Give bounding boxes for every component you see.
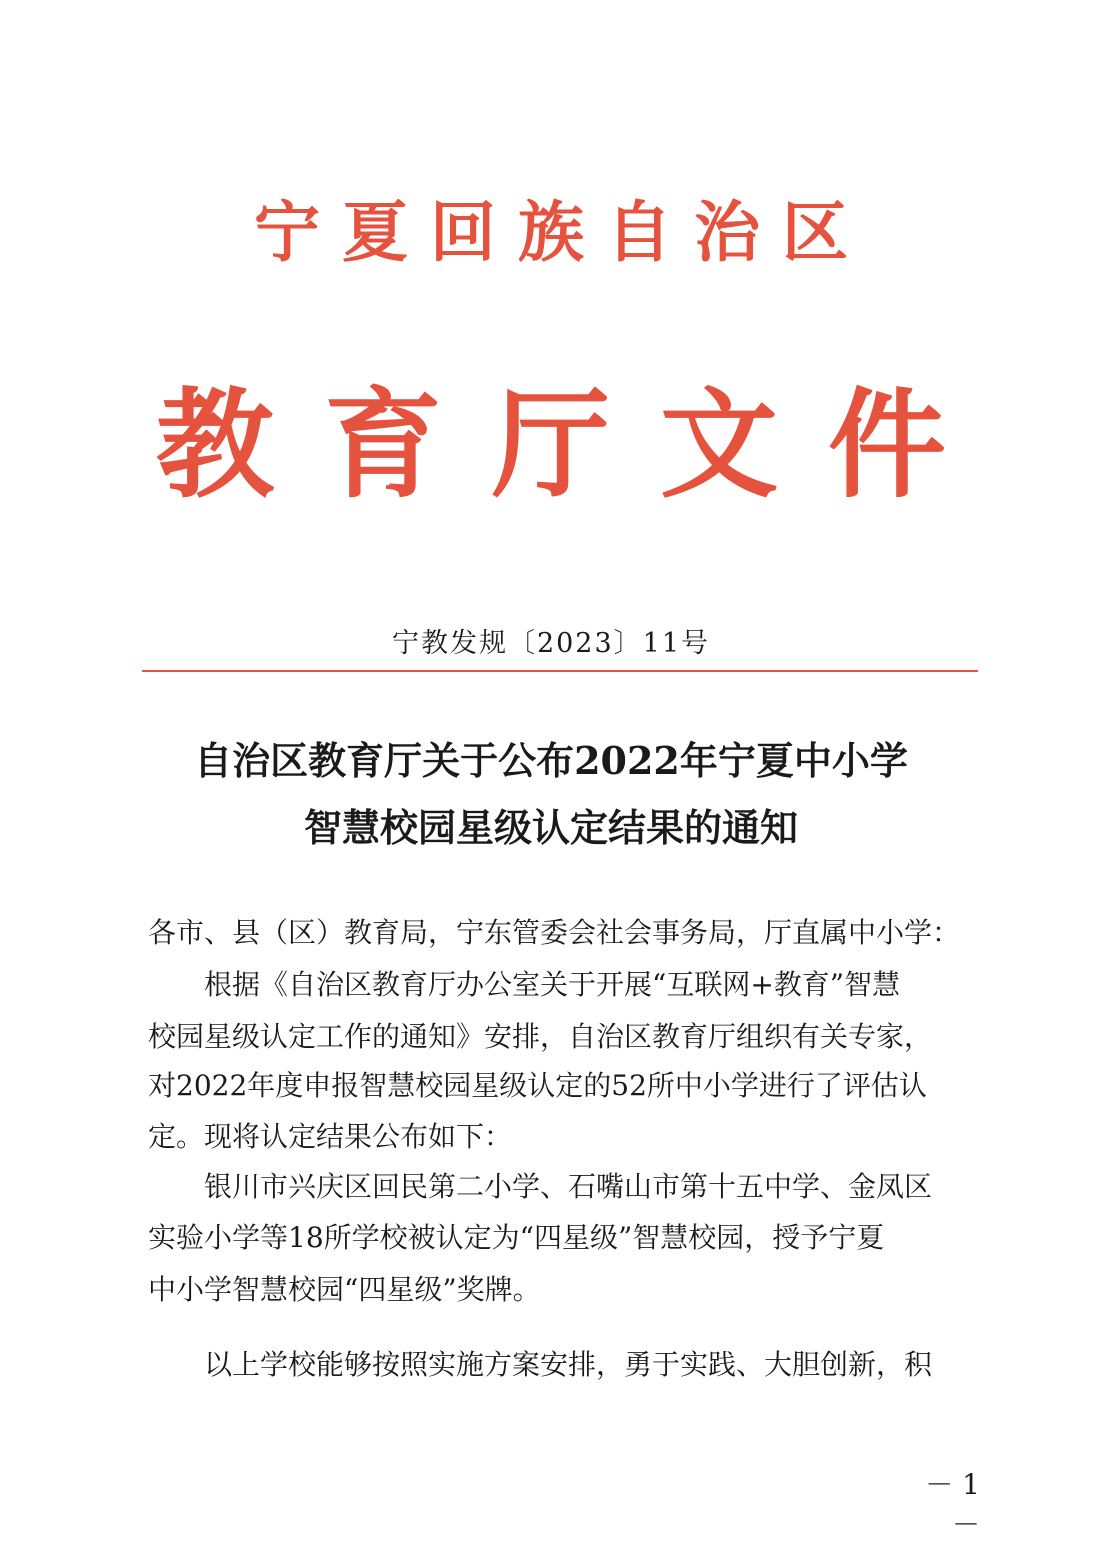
notice-title-line-1: 自治区教育厅关于公布2022年宁夏中小学 — [194, 738, 908, 783]
notice-title-line-2: 智慧校园星级认定结果的通知 — [303, 805, 798, 850]
document-type-heading: 教育厅文件 — [155, 375, 996, 514]
body-line: 各市、县（区）教育局，宁东管委会社会事务局，厅直属中小学： — [148, 916, 961, 949]
body-line: 实验小学等18所学校被认定为“四星级”智慧校园，授予宁夏 — [148, 1221, 885, 1254]
body-line: 校园星级认定工作的通知》安排，自治区教育厅组织有关专家， — [148, 1020, 933, 1053]
red-divider-line — [142, 670, 978, 672]
body-line: 对2022年度申报智慧校园星级认定的52所中小学进行了评估认 — [148, 1069, 927, 1102]
body-line: 以上学校能够按照实施方案安排，勇于实践、大胆创新，积 — [148, 1348, 933, 1381]
body-line: 银川市兴庆区回民第二小学、石嘴山市第十五中学、金凤区 — [148, 1170, 933, 1203]
document-number: 宁教发规〔2023〕11号 — [391, 628, 711, 659]
issuer-name: 宁夏回族自治区 — [254, 193, 870, 271]
page-number: － 1 － — [925, 1468, 980, 1541]
body-line: 根据《自治区教育厅办公室关于开展“互联网+教育”智慧 — [148, 968, 901, 1001]
body-line: 中小学智慧校园“四星级”奖牌。 — [148, 1273, 541, 1306]
body-line: 定。现将认定结果公布如下： — [148, 1120, 513, 1153]
